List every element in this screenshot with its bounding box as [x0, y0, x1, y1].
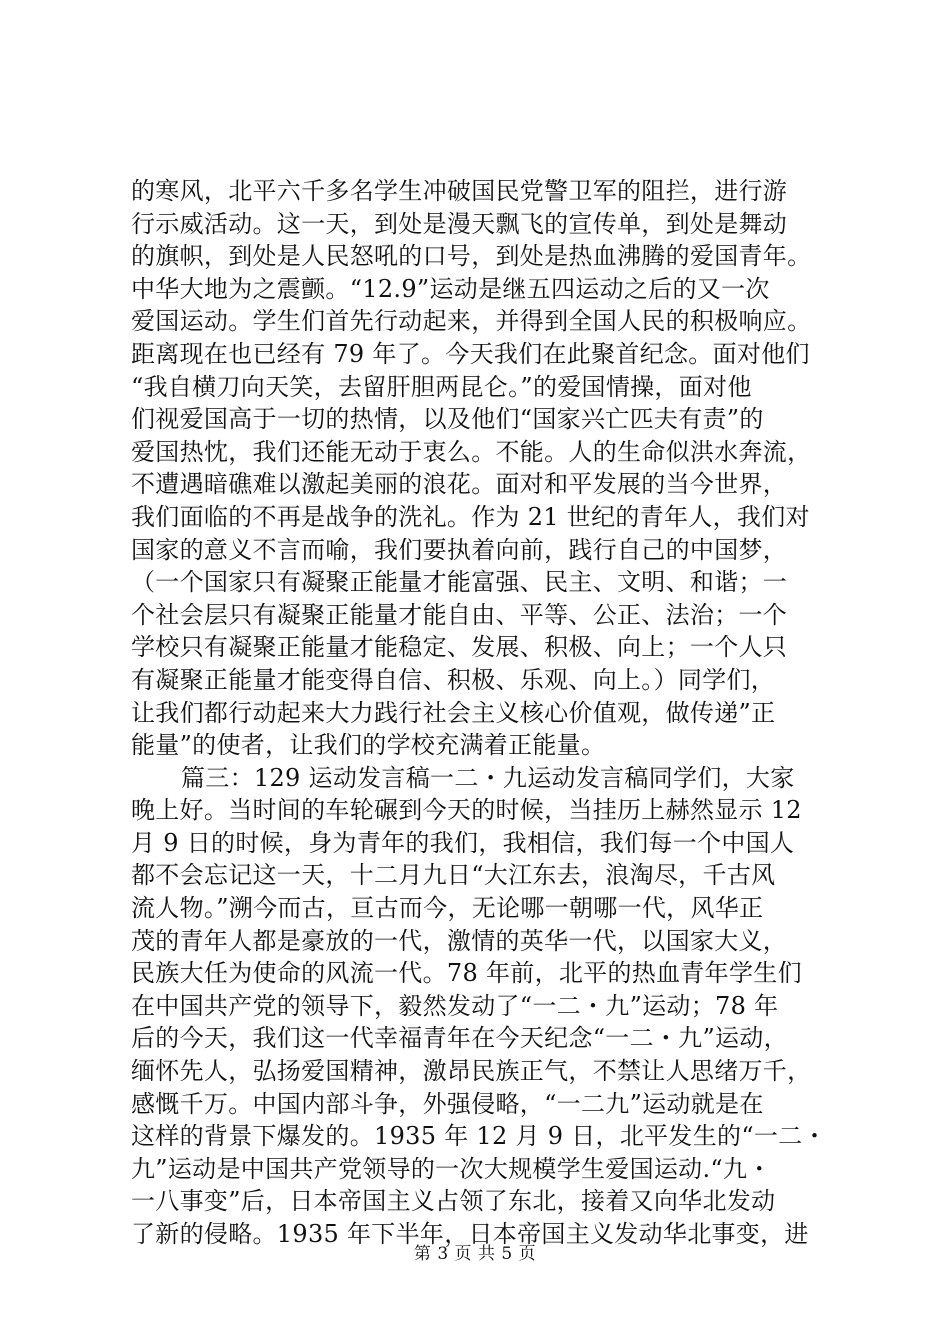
- text-line: （一个国家只有凝聚正能量才能富强、民主、文明、和谐；一: [131, 568, 788, 597]
- text-line: 国家的意义不言而喻，我们要执着向前，践行自己的中国梦，: [131, 535, 788, 564]
- text-line: 感慨千万。中国内部斗争，外强侵略，“一二九”运动就是在: [131, 1089, 764, 1118]
- text-line: 让我们都行动起来大力践行社会主义核心价值观，做传递”正: [131, 698, 776, 727]
- text-line: 不遭遇暗礁难以激起美丽的浪花。面对和平发展的当今世界，: [131, 470, 788, 499]
- text-line: 距离现在也已经有 79 年了。今天我们在此聚首纪念。面对他们: [131, 339, 810, 368]
- text-line: 了新的侵略。1935 年下半年，日本帝国主义发动华北事变，进: [131, 1220, 809, 1248]
- text-line: 学校只有凝聚正能量才能稳定、发展、积极、向上；一个人只: [131, 633, 788, 662]
- text-line: 一八事变”后，日本帝国主义占领了东北，接着又向华北发动: [131, 1187, 776, 1216]
- text-line: 爱国热忱，我们还能无动于衷么。不能。人的生命似洪水奔流，: [131, 437, 812, 466]
- text-line: 行示威活动。这一天，到处是漫天飘飞的宣传单，到处是舞动: [131, 209, 788, 238]
- text-line: 们视爱国高于一切的热情，以及他们“国家兴亡匹夫有责”的: [131, 405, 764, 434]
- text-line: 流人物。”溯今而古，亘古而今，无论哪一朝哪一代，风华正: [131, 894, 764, 923]
- text-line: 九”运动是中国共产党领导的一次大规模学生爱国运动.“九・: [131, 1154, 772, 1183]
- page-number-footer: 第 3 页 共 5 页: [413, 1244, 537, 1264]
- text-line: 中华大地为之震颤。“12.9”运动是继五四运动之后的又一次: [131, 274, 770, 303]
- text-line: 茂的青年人都是豪放的一代，激情的英华一代，以国家大义，: [131, 926, 788, 955]
- text-line: 后的今天，我们这一代幸福青年在今天纪念“一二・九”运动，: [131, 1024, 788, 1053]
- text-line: 月 9 日的时候，身为青年的我们，我相信，我们每一个中国人: [131, 828, 795, 857]
- text-line: 在中国共产党的领导下，毅然发动了“一二・九”运动；78 年: [131, 991, 779, 1020]
- text-line: “我自横刀向天笑，去留肝胆两昆仑。”的爱国情操，面对他: [131, 372, 752, 401]
- text-line: 的旗帜，到处是人民怒吼的口号，到处是热血沸腾的爱国青年。: [131, 242, 812, 271]
- text-line: 我们面临的不再是战争的洗礼。作为 21 世纪的青年人，我们对: [131, 502, 810, 531]
- text-line: 爱国运动。学生们首先行动起来，并得到全国人民的积极响应。: [131, 307, 812, 336]
- text-line: 民族大任为使命的风流一代。78 年前，北平的热血青年学生们: [131, 959, 802, 988]
- text-line: 晚上好。当时间的车轮碾到今天的时候，当挂历上赫然显示 12: [131, 796, 802, 825]
- text-line: 有凝聚正能量才能变得自信、积极、乐观、向上。）同学们，: [131, 665, 776, 694]
- text-line: 缅怀先人，弘扬爱国精神，激昂民族正气，不禁让人思绪万千，: [131, 1057, 812, 1086]
- text-line: 个社会层只有凝聚正能量才能自由、平等、公正、法治；一个: [131, 600, 788, 629]
- text-line: 这样的背景下爆发的。1935 年 12 月 9 日，北平发生的“一二・: [131, 1122, 827, 1151]
- text-line: 都不会忘记这一天，十二月九日“大江东去，浪淘尽，千古风: [131, 861, 776, 890]
- text-line: 能量”的使者，让我们的学校充满着正能量。: [131, 731, 606, 760]
- text-line: 的寒风，北平六千多名学生冲破国民党警卫军的阻拦，进行游: [131, 177, 788, 205]
- body-text: [131, 175, 851, 1251]
- section-heading-line: 篇三：129 运动发言稿一二・九运动发言稿同学们，大家: [181, 763, 795, 792]
